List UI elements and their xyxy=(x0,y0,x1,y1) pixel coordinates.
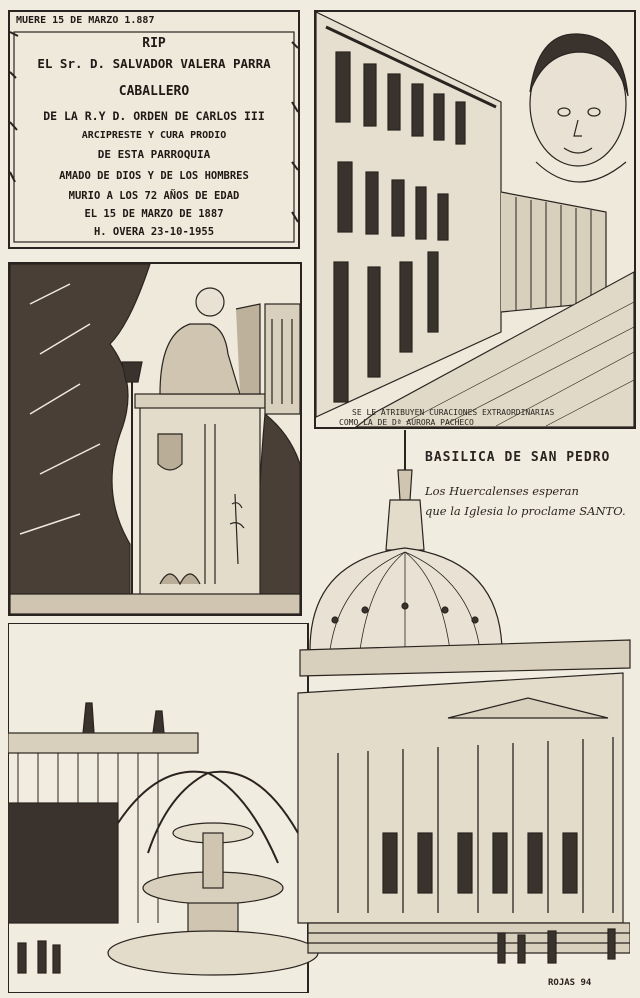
basilica-panel xyxy=(8,623,630,993)
plaque-line-name: EL Sr. D. SALVADOR VALERA PARRA xyxy=(37,56,271,71)
plaque-line-orden: DE LA R.Y D. ORDEN DE CARLOS III xyxy=(43,109,265,123)
statue-monument-panel xyxy=(8,262,302,616)
statue-illustration xyxy=(10,264,300,614)
basilica-subtitle-line2: que la Iglesia lo proclame SANTO. xyxy=(425,504,626,518)
plaque-line-rip: RIP xyxy=(142,36,166,51)
plaque-header: MUERE 15 DE MARZO 1.887 xyxy=(16,15,155,26)
street-caption-line1: SE LE ATRIBUYEN CURACIONES EXTRAORDINARIAS xyxy=(352,408,555,417)
plaque-line-caballero: CABALLERO xyxy=(118,84,190,99)
plaque-line-overa: H. OVERA 23-10-1955 xyxy=(93,226,215,238)
plaque-line-amado: AMADO DE DIOS Y DE LOS HOMBRES xyxy=(59,170,249,182)
street-illustration xyxy=(316,12,634,427)
memorial-plaque-panel xyxy=(8,10,300,249)
plaque-line-fecha: EL 15 DE MARZO DE 1887 xyxy=(84,208,224,220)
plaque-line-arcipreste: ARCIPRESTE Y CURA PRODIO xyxy=(81,130,227,141)
plaque-frame-illustration xyxy=(10,12,298,247)
basilica-subtitle-line1: Los Huercalenses esperan xyxy=(425,484,579,498)
plaque-line-murio: MURIO A LOS 72 AÑOS DE EDAD xyxy=(68,190,240,202)
artist-signature: ROJAS 94 xyxy=(548,978,592,988)
street-portrait-panel xyxy=(314,10,636,429)
street-caption-line2: COMO LA DE Dª AURORA PACHECO xyxy=(339,418,474,427)
basilica-illustration xyxy=(8,623,630,993)
plaque-line-parroquia: DE ESTA PARROQUIA xyxy=(97,148,211,161)
basilica-title: BASILICA DE SAN PEDRO xyxy=(425,450,611,465)
